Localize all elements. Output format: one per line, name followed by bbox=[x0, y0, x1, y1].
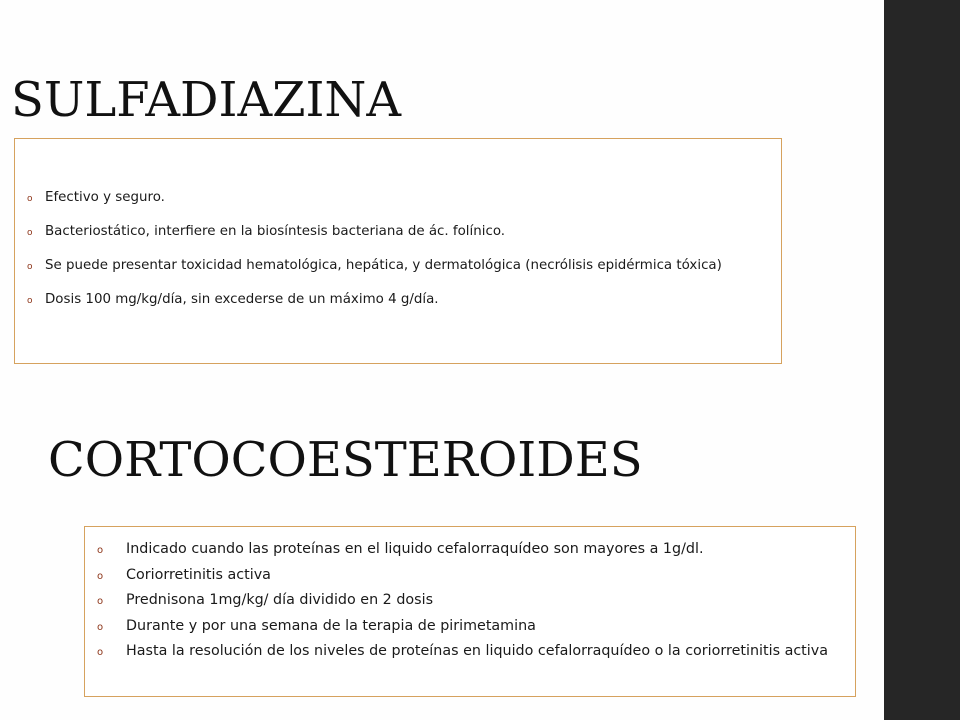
sulfadiazina-list bbox=[27, 189, 767, 309]
bullet-icon: o bbox=[27, 194, 33, 204]
list-item bbox=[27, 223, 767, 241]
corticoesteroides-list bbox=[97, 537, 841, 665]
bullet-icon: o bbox=[27, 228, 33, 238]
corticoesteroides-content-box bbox=[84, 526, 856, 697]
list-item bbox=[97, 639, 841, 665]
side-band bbox=[884, 0, 960, 720]
section-title-sulfadiazina: SULFADIAZINA bbox=[11, 72, 402, 128]
list-item bbox=[97, 614, 841, 640]
list-item bbox=[27, 291, 767, 309]
list-item-text: Prednisona 1mg/kg/ día dividido en 2 dosis bbox=[126, 592, 434, 608]
list-item bbox=[27, 257, 767, 275]
list-item bbox=[27, 189, 767, 207]
list-item-text: Efectivo y seguro. bbox=[45, 190, 165, 205]
bullet-icon: o bbox=[97, 621, 104, 633]
bullet-icon: o bbox=[27, 296, 33, 306]
list-item-text: Durante y por una semana de la terapia de pirimetamina bbox=[126, 617, 536, 634]
list-item-text: Indicado cuando las proteínas en el liquido cefalorraquídeo son mayores a 1g/dl. bbox=[126, 541, 704, 557]
bullet-icon: o bbox=[97, 647, 104, 658]
bullet-icon: o bbox=[27, 262, 33, 272]
bullet-icon: o bbox=[97, 596, 104, 607]
list-item-text: Coriorretinitis activa bbox=[126, 566, 271, 583]
list-item-text: Hasta la resolución de los niveles de proteínas en liquido cefalorraquídeo o la coriorretinitis activa bbox=[126, 643, 828, 659]
bullet-icon: o bbox=[97, 570, 104, 582]
list-item-text: Dosis 100 mg/kg/día, sin excederse de un máximo 4 g/día. bbox=[45, 292, 439, 307]
list-item-text: Se puede presentar toxicidad hematológica, hepática, y dermatológica (necrólisis epidérmica tóxica) bbox=[45, 258, 722, 273]
sulfadiazina-content-box bbox=[14, 138, 782, 364]
section-title-corticoesteroides: CORTOCOESTEROIDES bbox=[48, 432, 643, 488]
list-item bbox=[97, 537, 841, 563]
list-item bbox=[97, 563, 841, 589]
list-item-text: Bacteriostático, interfiere en la biosíntesis bacteriana de ác. folínico. bbox=[45, 224, 506, 239]
list-item bbox=[97, 588, 841, 614]
bullet-icon: o bbox=[97, 545, 104, 556]
